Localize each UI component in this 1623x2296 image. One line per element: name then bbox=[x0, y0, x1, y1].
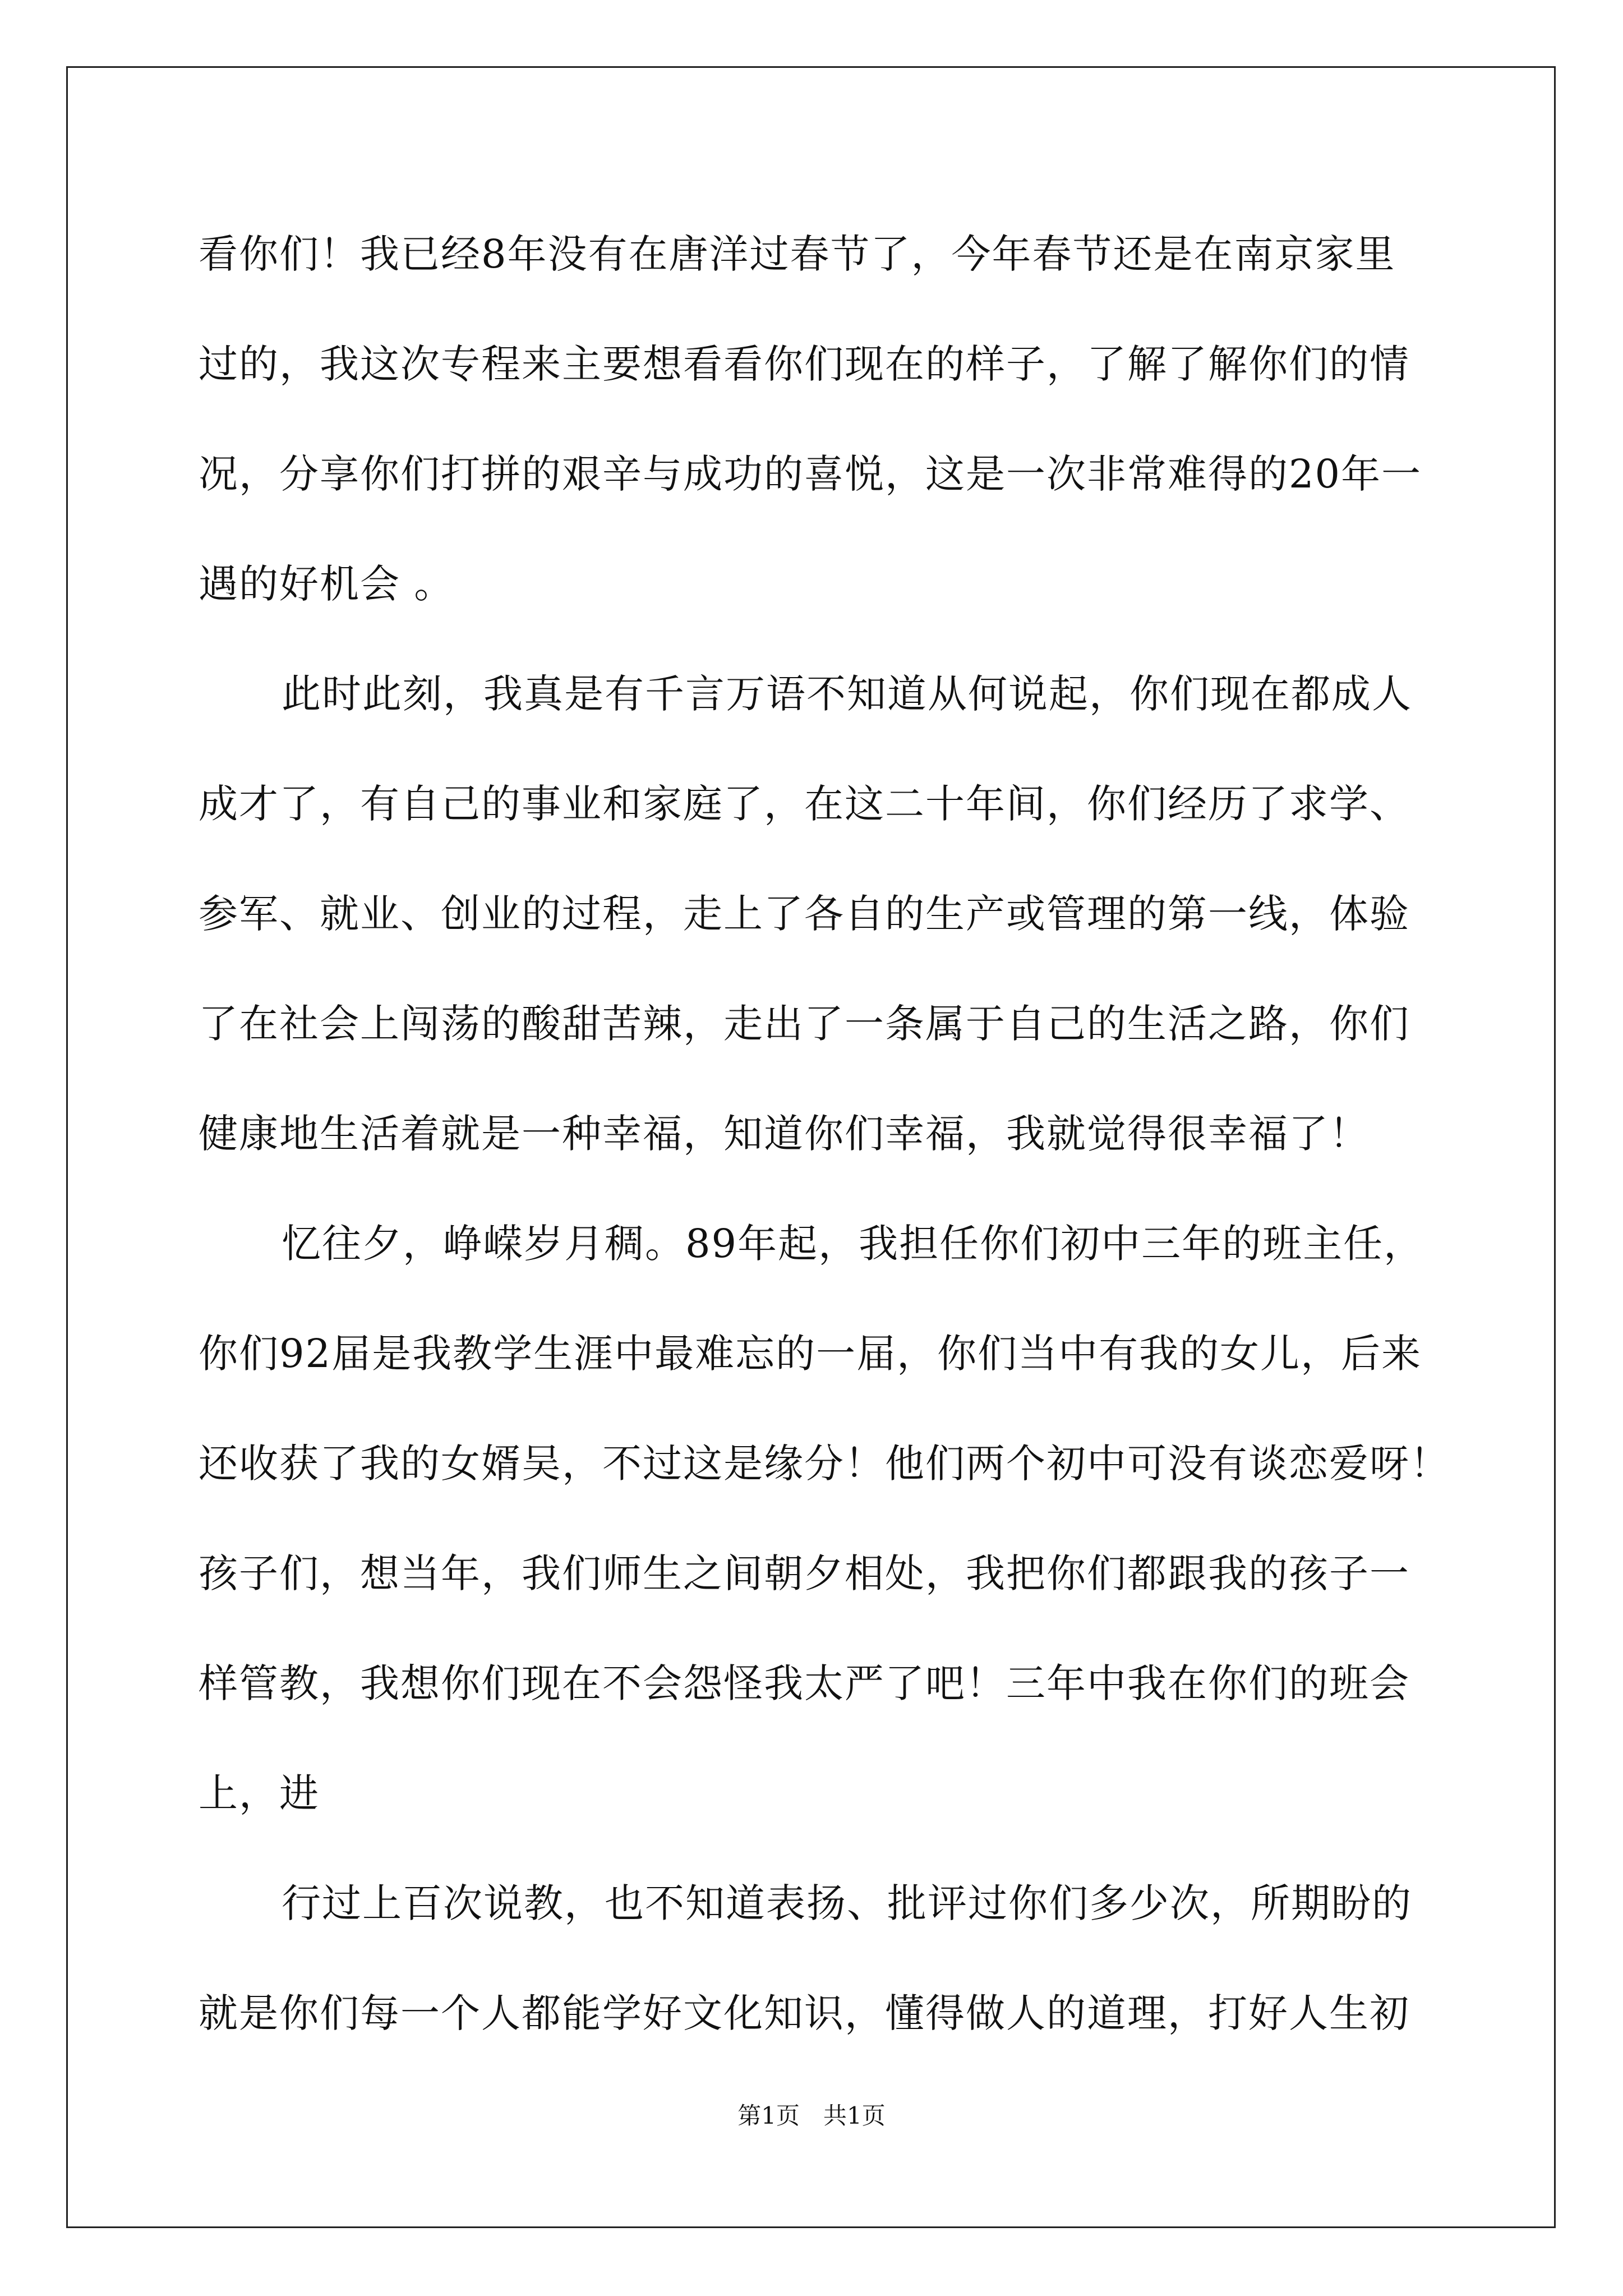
text-line: 忆往夕，峥嵘岁月稠。89年起，我担任你们初中三年的班主任， bbox=[282, 1221, 1424, 1267]
text-line: 上，进 bbox=[199, 1770, 320, 1816]
text-line: 健康地生活着就是一种幸福，知道你们幸福，我就觉得很幸福了！ bbox=[199, 1111, 1370, 1157]
text-line: 就是你们每一个人都能学好文化知识，懂得做人的道理，打好人生初 bbox=[199, 1990, 1410, 2036]
text-line: 孩子们，想当年，我们师生之间朝夕相处，我把你们都跟我的孩子一 bbox=[199, 1550, 1410, 1596]
text-line: 还收获了我的女婿吴，不过这是缘分！他们两个初中可没有谈恋爱呀！ bbox=[199, 1441, 1450, 1487]
text-line: 况，分享你们打拼的艰辛与成功的喜悦，这是一次非常难得的20年一 bbox=[199, 451, 1422, 497]
text-line: 了在社会上闯荡的酸甜苦辣，走出了一条属于自己的生活之路，你们 bbox=[199, 1001, 1410, 1047]
text-line: 行过上百次说教，也不知道表扬、批评过你们多少次，所期盼的 bbox=[282, 1880, 1412, 1926]
page-footer bbox=[0, 2099, 1623, 2133]
text-line: 遇的好机会 。 bbox=[199, 561, 455, 607]
text-line: 过的，我这次专程来主要想看看你们现在的样子，了解了解你们的情 bbox=[199, 341, 1410, 387]
text-line: 此时此刻，我真是有千言万语不知道从何说起，你们现在都成人 bbox=[282, 671, 1412, 717]
document-body bbox=[199, 218, 1450, 2087]
text-line: 看你们！我已经8年没有在唐洋过春节了，今年春节还是在南京家里 bbox=[199, 231, 1396, 277]
text-line: 参军、就业、创业的过程，走上了各自的生产或管理的第一线，体验 bbox=[199, 891, 1410, 937]
text-line: 你们92届是我教学生涯中最难忘的一届，你们当中有我的女儿，后来 bbox=[199, 1331, 1422, 1377]
page-number-label: 第1页 共1页 bbox=[737, 2102, 886, 2129]
text-line: 样管教，我想你们现在不会怨怪我太严了吧！三年中我在你们的班会 bbox=[199, 1660, 1410, 1706]
text-line: 成才了，有自己的事业和家庭了，在这二十年间，你们经历了求学、 bbox=[199, 781, 1410, 827]
